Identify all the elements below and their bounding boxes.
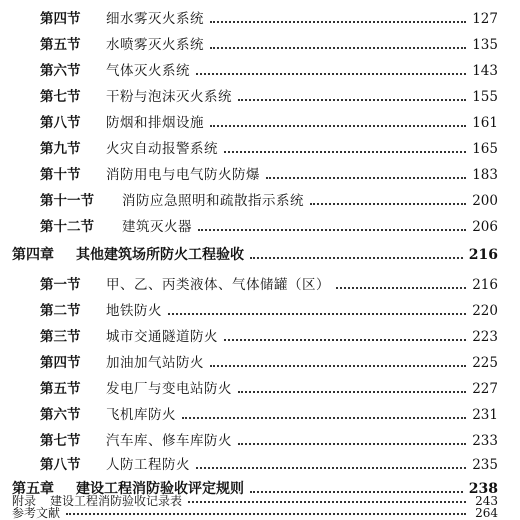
leader-dots <box>238 391 466 393</box>
section-title: 人防工程防火 <box>106 457 190 473</box>
section-label: 第七节 <box>40 433 81 449</box>
toc-entry[interactable] <box>0 322 520 346</box>
page-number: 235 <box>472 457 498 473</box>
section-title: 建筑灭火器 <box>122 219 192 235</box>
leader-dots <box>266 177 466 179</box>
section-title: 干粉与泡沫灭火系统 <box>106 89 232 105</box>
toc-entry[interactable] <box>0 374 520 398</box>
leader-dots <box>310 203 466 205</box>
toc-entry[interactable] <box>0 4 520 28</box>
page-number: 206 <box>472 219 498 235</box>
page-number: 220 <box>472 303 498 319</box>
section-label: 第十一节 <box>40 193 94 209</box>
page-number: 155 <box>472 89 498 105</box>
section-title: 地铁防火 <box>106 303 162 319</box>
section-title: 消防用电与电气防火防爆 <box>106 167 260 183</box>
section-label: 第八节 <box>40 115 81 131</box>
leader-dots <box>198 229 466 231</box>
references-label: 参考文献 <box>12 506 61 520</box>
toc-entry[interactable] <box>0 160 520 184</box>
page-number: 216 <box>472 277 498 293</box>
toc-entry[interactable] <box>0 30 520 54</box>
leader-dots <box>210 365 466 367</box>
leader-dots <box>196 467 466 469</box>
section-label: 第六节 <box>40 407 81 423</box>
toc-entry[interactable] <box>0 450 520 474</box>
chapter-title: 其他建筑场所防火工程验收 <box>76 247 244 263</box>
toc-chapter[interactable] <box>0 240 520 264</box>
section-title: 防烟和排烟设施 <box>106 115 204 131</box>
toc-entry[interactable] <box>0 108 520 132</box>
page-number: 216 <box>468 247 498 263</box>
leader-dots <box>250 491 463 493</box>
toc-entry[interactable] <box>0 400 520 424</box>
page-number: 243 <box>475 494 498 508</box>
chapter-label: 第五章 <box>12 481 54 497</box>
leader-dots <box>224 151 466 153</box>
leader-dots <box>250 257 463 259</box>
toc-entry[interactable] <box>0 270 520 294</box>
leader-dots <box>168 313 466 315</box>
toc-entry[interactable] <box>0 296 520 320</box>
page-number: 127 <box>472 11 498 27</box>
page-number: 227 <box>472 381 498 397</box>
section-label: 第五节 <box>40 37 81 53</box>
leader-dots <box>224 339 466 341</box>
appendix-title: 建设工程消防验收记录表 <box>50 494 183 508</box>
page-number: 165 <box>472 141 498 157</box>
section-label: 第五节 <box>40 381 81 397</box>
leader-dots <box>196 73 466 75</box>
section-title: 城市交通隧道防火 <box>106 329 218 345</box>
page-number: 183 <box>472 167 498 183</box>
page-number: 238 <box>468 481 498 497</box>
section-title: 飞机库防火 <box>106 407 176 423</box>
section-title: 消防应急照明和疏散指示系统 <box>122 193 304 209</box>
section-title: 水喷雾灭火系统 <box>106 37 204 53</box>
section-label: 第四节 <box>40 355 81 371</box>
section-label: 第十节 <box>40 167 81 183</box>
section-title: 火灾自动报警系统 <box>106 141 218 157</box>
leader-dots <box>188 501 466 503</box>
leader-dots <box>238 99 466 101</box>
leader-dots <box>210 125 466 127</box>
toc-entry[interactable] <box>0 56 520 80</box>
section-label: 第二节 <box>40 303 81 319</box>
toc-entry[interactable] <box>0 426 520 450</box>
section-title: 气体灭火系统 <box>106 63 190 79</box>
leader-dots <box>182 417 466 419</box>
page-number: 264 <box>475 506 498 520</box>
section-title: 甲、乙、丙类液体、气体储罐（区） <box>106 277 330 293</box>
toc-references[interactable] <box>0 506 520 520</box>
toc-entry[interactable] <box>0 212 520 236</box>
section-title: 汽车库、修车库防火 <box>106 433 232 449</box>
page-number: 200 <box>472 193 498 209</box>
section-label: 第四节 <box>40 11 81 27</box>
toc-entry[interactable] <box>0 348 520 372</box>
page-number: 233 <box>472 433 498 449</box>
section-title: 发电厂与变电站防火 <box>106 381 232 397</box>
section-label: 第一节 <box>40 277 81 293</box>
section-label: 第九节 <box>40 141 81 157</box>
page-number: 223 <box>472 329 498 345</box>
section-label: 第三节 <box>40 329 81 345</box>
page-number: 135 <box>472 37 498 53</box>
leader-dots <box>66 513 466 515</box>
leader-dots <box>238 443 466 445</box>
page-number: 161 <box>472 115 498 131</box>
leader-dots <box>210 47 466 49</box>
section-label: 第七节 <box>40 89 81 105</box>
toc-entry[interactable] <box>0 134 520 158</box>
appendix-label: 附录 <box>12 494 37 508</box>
section-title: 细水雾灭火系统 <box>106 11 204 27</box>
section-label: 第十二节 <box>40 219 94 235</box>
page-number: 231 <box>472 407 498 423</box>
leader-dots <box>210 21 466 23</box>
page-number: 225 <box>472 355 498 371</box>
section-title: 加油加气站防火 <box>106 355 204 371</box>
leader-dots <box>336 287 466 289</box>
chapter-title: 建设工程消防验收评定规则 <box>76 481 244 497</box>
section-label: 第六节 <box>40 63 81 79</box>
page-number: 143 <box>472 63 498 79</box>
toc-entry[interactable] <box>0 82 520 106</box>
toc-entry[interactable] <box>0 186 520 210</box>
chapter-label: 第四章 <box>12 247 54 263</box>
section-label: 第八节 <box>40 457 81 473</box>
